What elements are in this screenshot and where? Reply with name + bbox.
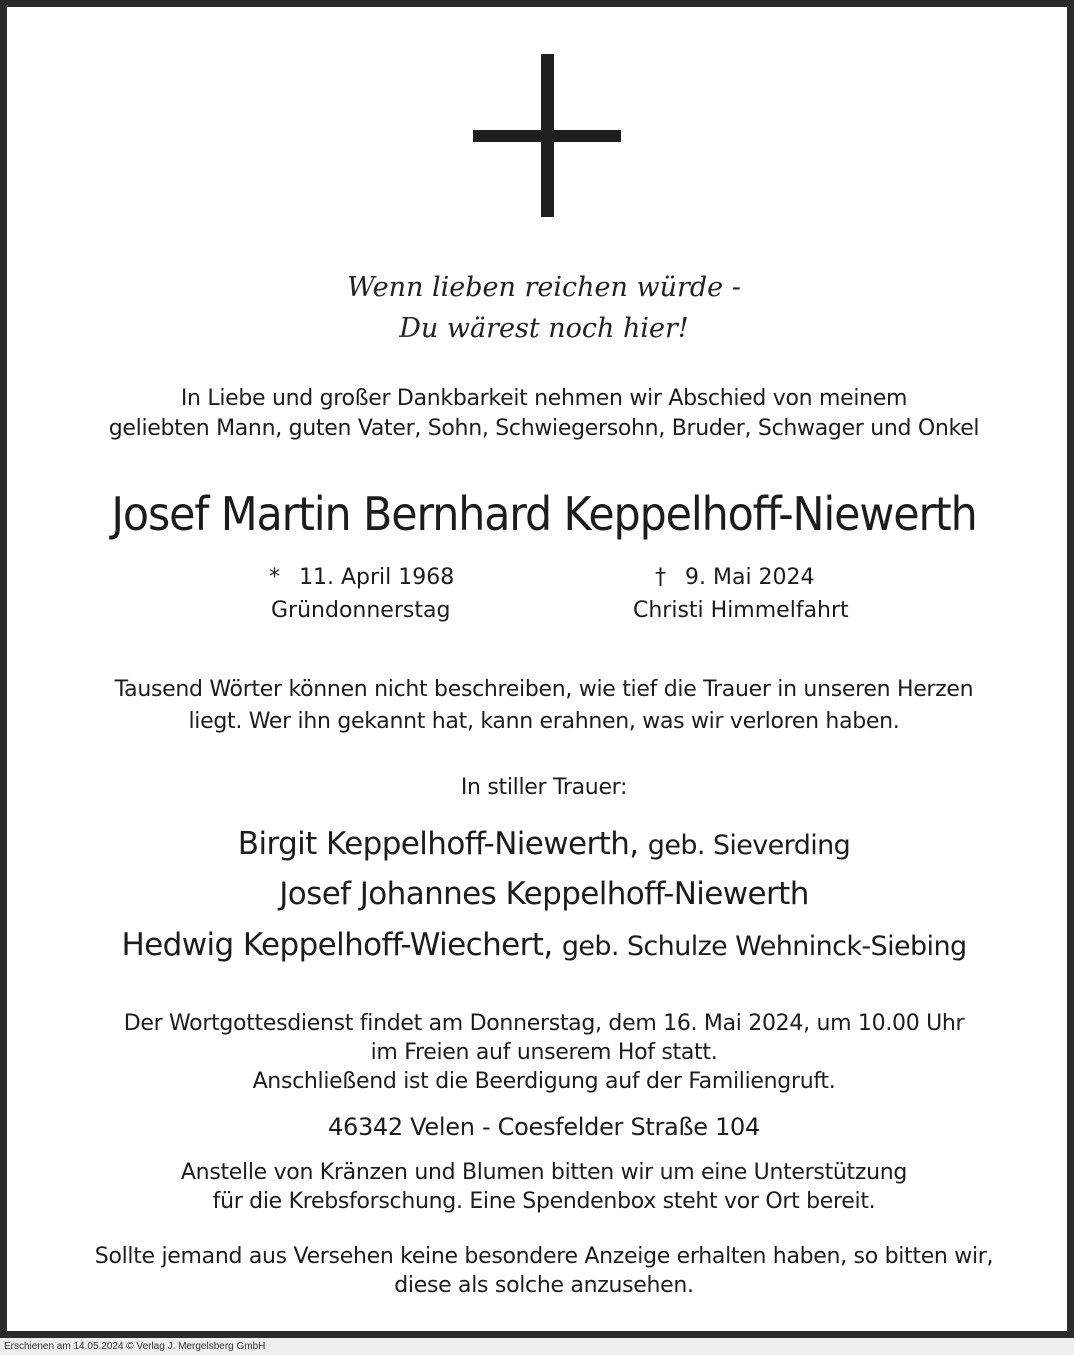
intro-line: In Liebe und großer Dankbarkeit nehmen wir Abschied von meinem — [180, 386, 908, 411]
quote-line: Tausend Wörter können nicht beschreiben, wie tief die Trauer in unseren Herzen — [114, 677, 974, 702]
mourner: Hedwig Keppelhoff-Wiechert, geb. Schulze Wehninck-Siebing — [121, 927, 967, 963]
service-line: Anschließend ist die Beerdigung auf der Familiengruft. — [252, 1069, 836, 1094]
service-line: im Freien auf unserem Hof statt. — [370, 1040, 718, 1065]
quote-line: liegt. Wer ihn gekannt hat, kann erahnen, was wir verloren haben. — [188, 709, 900, 734]
death-dagger-icon: † — [655, 565, 666, 590]
birth-day: Gründonnerstag — [271, 598, 451, 623]
intro-line: geliebten Mann, guten Vater, Sohn, Schwiegersohn, Bruder, Schwager und Onkel — [108, 416, 980, 441]
motto-line: Du wärest noch hier! — [399, 313, 689, 344]
donation-line: Anstelle von Kränzen und Blumen bitten wir um eine Unterstützung — [180, 1160, 908, 1185]
mourner: Josef Johannes Keppelhoff-Niewerth — [279, 876, 809, 912]
address: 46342 Velen - Coesfelder Straße 104 — [328, 1113, 760, 1141]
birth-star-icon: * — [269, 565, 280, 590]
motto-line: Wenn lieben reichen würde - — [347, 272, 741, 303]
publication-footer: Erschienen am 14.05.2024 © Verlag J. Mergelsberg GmbH — [0, 1338, 1074, 1355]
deceased-name: Josef Martin Bernhard Keppelhoff-Niewerth — [111, 487, 977, 541]
closing-line: Sollte jemand aus Versehen keine besondere Anzeige erhalten haben, so bitten wir, — [94, 1244, 994, 1269]
service-line: Der Wortgottesdienst findet am Donnerstag, dem 16. Mai 2024, um 10.00 Uhr — [123, 1011, 965, 1036]
death-date: † 9. Mai 2024 — [655, 565, 815, 590]
mourner: Birgit Keppelhoff-Niewerth, geb. Sieverding — [237, 826, 851, 862]
mourning-label: In stiller Trauer: — [460, 775, 628, 800]
donation-line: für die Krebsforschung. Eine Spendenbox steht vor Ort bereit. — [212, 1189, 876, 1214]
cross-icon — [473, 54, 621, 217]
closing-line: diese als solche anzusehen. — [394, 1273, 694, 1298]
death-day: Christi Himmelfahrt — [633, 598, 849, 623]
birth-date: * 11. April 1968 — [269, 565, 455, 590]
